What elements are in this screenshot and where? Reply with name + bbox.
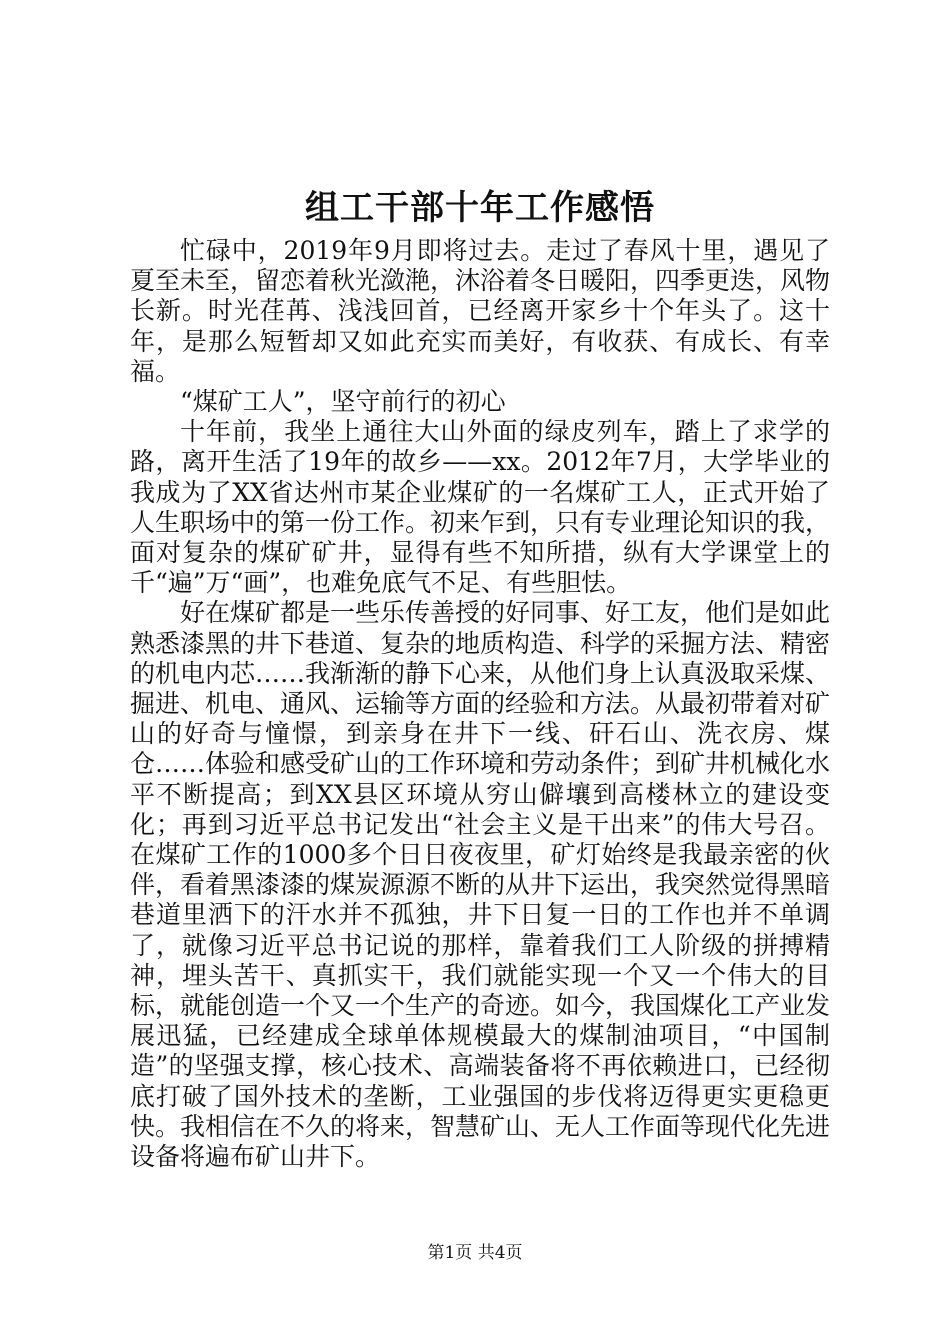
section-heading: “煤矿工人”，坚守前行的初心 (180, 387, 506, 417)
paragraph-body-2: 好在煤矿都是一些乐传善授的好同事、好工友，他们是如此熟悉漆黑的井下巷道、复杂的地质构造、科学的采掘方法、精密的机电内芯……我渐渐的静下心来，从他们身上认真汲取采煤、掘进、机电、通风、运输等方面的经验和方法。从最初带着对矿山的好奇与憧憬，到亲身在井下一线、矸石山、洗衣房、煤仓……体验和感受矿山的工作环境和劳动条件；到矿井机械化水平不断提高；到XX县区环境从穷山僻壤到高楼林立的建设变化；再到习近平总书记发出“社会主义是干出来”的伟大号召。在煤矿工作的1000多个日日夜夜里，矿灯始终是我最亲密的伙伴，看着黑漆漆的煤炭源源不断的从井下运出，我突然觉得黑暗巷道里洒下的汗水并不孤独，井下日复一日的工作也并不单调了，就像习近平总书记说的那样，靠着我们工人阶级的拼搏精神，埋头苦干、真抓实干，我们就能实现一个又一个伟大的目标，就能创造一个又一个生产的奇迹。如今，我国煤化工产业发展迅猛，已经建成全球单体规模最大的煤制油项目，“中国制造”的坚强支撑，核心技术、高端装备将不再依赖进口，已经彻底打破了国外技术的垄断，工业强国的步伐将迈得更实更稳更快。我相信在不久的将来，智慧矿山、无人工作面等现代化先进设备将遍布矿山井下。 (130, 598, 831, 1172)
page-number-footer: 第1页 共4页 (427, 1243, 523, 1263)
document-page (130, 180, 830, 1172)
paragraph-body-1: 十年前，我坐上通往大山外面的绿皮列车，踏上了求学的路，离开生活了19年的故乡——xx。2012年7月，大学毕业的我成为了XX省达州市某企业煤矿的一名煤矿工人，正式开始了人生职场中的第一份工作。初来乍到，只有专业理论知识的我，面对复杂的煤矿矿井，显得有些不知所措，纵有大学课堂上的千“遍”万“画”，也难免底气不足、有些胆怯。 (130, 417, 831, 598)
paragraph-intro: 忙碌中，2019年9月即将过去。走过了春风十里，遇见了夏至未至，留恋着秋光潋滟，沐浴着冬日暖阳，四季更迭，风物长新。时光荏苒、浅浅回首，已经离开家乡十个年头了。这十年，是那么短暂却又如此充实而美好，有收获、有成长、有幸福。 (130, 236, 831, 386)
document-title: 组工干部十年工作感悟 (305, 188, 655, 228)
